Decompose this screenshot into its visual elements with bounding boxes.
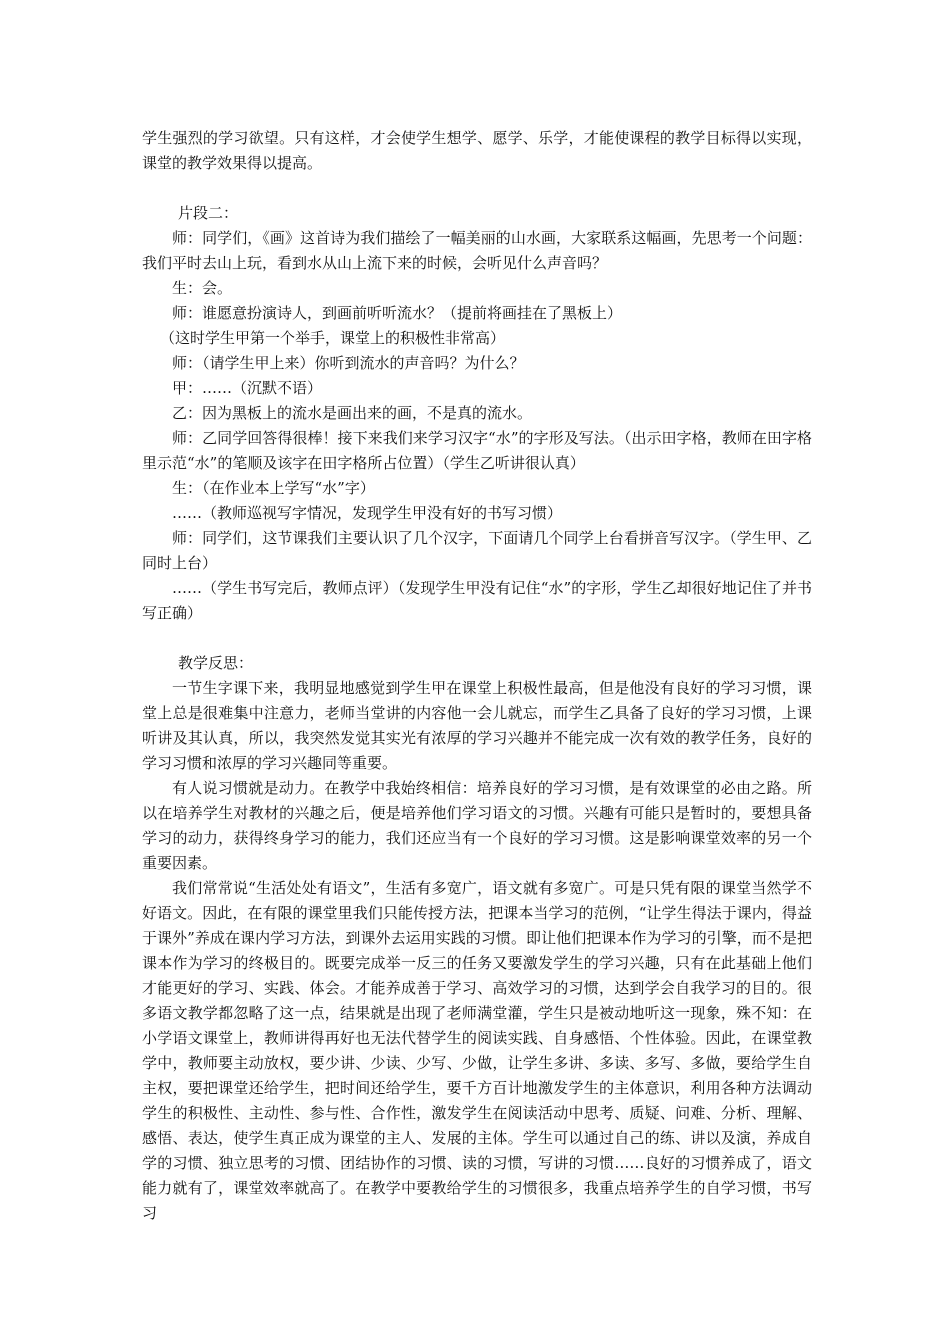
dialogue-line: 师：同学们，《画》这首诗为我们描绘了一幅美丽的山水画，大家联系这幅画，先思考一个问题：我们平时去山上玩，看到水从山上流下来的时候，会听见什么声音吗？ [142, 229, 812, 272]
dialogue-line: 乙：因为黑板上的流水是画出来的画，不是真的流水。 [172, 404, 533, 422]
dialogue-line: ……（学生书写完后，教师点评）（发现学生甲没有记住“水”的字形，学生乙却很好地记住了并书写正确） [142, 579, 812, 622]
dialogue-line: （这时学生甲第一个举手，课堂上的积极性非常高） [160, 329, 506, 347]
reflection-paragraph: 一节生字课下来，我明显地感觉到学生甲在课堂上积极性最高，但是他没有良好的学习习惯，课堂上总是很难集中注意力，老师当堂讲的内容他一会儿就忘，而学生乙具备了良好的学习习惯，上课听讲及其认真，所以，我突然发觉其实光有浓厚的学习兴趣并不能完成一次有效的教学任务，良好的学习习惯和浓厚的学习兴趣同等重要。 [142, 679, 812, 772]
dialogue-line: 生：会。 [172, 279, 233, 297]
reflection-paragraph: 我们常常说“生活处处有语文”，生活有多宽广，语文就有多宽广。可是只凭有限的课堂当然学不好语文。因此，在有限的课堂里我们只能传授方法，把课本当学习的范例，“让学生得法于课内，得益于课外”养成在课内学习方法，到课外去运用实践的习惯。即让他们把课本作为学习的引擎，而不是把课本作为学习的终极目的。既要完成举一反三的任务又要激发学生的学习兴趣，只有在此基础上他们才能更好的学习、实践、体会。才能养成善于学习、高效学习的习惯，达到学会自我学习的目的。很多语文教学都忽略了这一点，结果就是出现了老师满堂灌，学生只是被动地听这一现象，殊不知：在小学语文课堂上，教师讲得再好也无法代替学生的阅读实践、自身感悟、个性体验。因此，在课堂教学中，教师要主动放权，要少讲、少读、少写、少做，让学生多讲、多读、多写、多做，要给学生自主权，要把课堂还给学生，把时间还给学生，要千方百计地激发学生的主体意识，利用各种方法调动学生的积极性、主动性、参与性、合作性，激发学生在阅读活动中思考、质疑、问难、分析、理解、感悟、表达，使学生真正成为课堂的主人、发展的主体。学生可以通过自己的练、讲以及演，养成自学的习惯、独立思考的习惯、团结协作的习惯、读的习惯，写讲的习惯……良好的习惯养成了，语文能力就有了，课堂效率就高了。在教学中要教给学生的习惯很多，我重点培养学生的自学习惯，书写习 [142, 879, 812, 1222]
continuation-paragraph: 学生强烈的学习欲望。只有这样，才会使学生想学、愿学、乐学，才能使课程的教学目标得以实现，课堂的教学效果得以提高。 [142, 129, 812, 172]
spacer [142, 176, 812, 201]
reflection-heading: 教学反思： [178, 654, 254, 672]
dialogue-line: 甲：……（沉默不语） [172, 379, 323, 397]
dialogue-line: ……（教师巡视写字情况，发现学生甲没有好的书写习惯） [172, 504, 563, 522]
reflection-paragraph: 有人说习惯就是动力。在教学中我始终相信：培养良好的学习习惯，是有效课堂的必由之路。所以在培养学生对教材的兴趣之后，便是培养他们学习语文的习惯。兴趣有可能只是暂时的，要想具备学习的动力，获得终身学习的能力，我们还应当有一个良好的学习习惯。这是影响课堂效率的另一个重要因素。 [142, 779, 812, 872]
dialogue-line: 师：乙同学回答得很棒！接下来我们来学习汉字“水”的字形及写法。（出示田字格，教师在田字格里示范“水”的笔顺及该字在田字格所占位置）（学生乙听讲很认真） [142, 429, 812, 472]
dialogue-line: 生：（在作业本上学写“水”字） [172, 479, 375, 497]
dialogue-line: 师：（请学生甲上来）你听到流水的声音吗？为什么？ [172, 354, 525, 372]
document-page [142, 126, 812, 1226]
dialogue-line: 师：谁愿意扮演诗人，到画前听听流水？（提前将画挂在了黑板上） [172, 304, 623, 322]
spacer [142, 626, 812, 651]
segment-heading: 片段二： [178, 204, 239, 222]
dialogue-line: 师：同学们，这节课我们主要认识了几个汉字，下面请几个同学上台看拼音写汉字。（学生甲、乙同时上台） [142, 529, 812, 572]
